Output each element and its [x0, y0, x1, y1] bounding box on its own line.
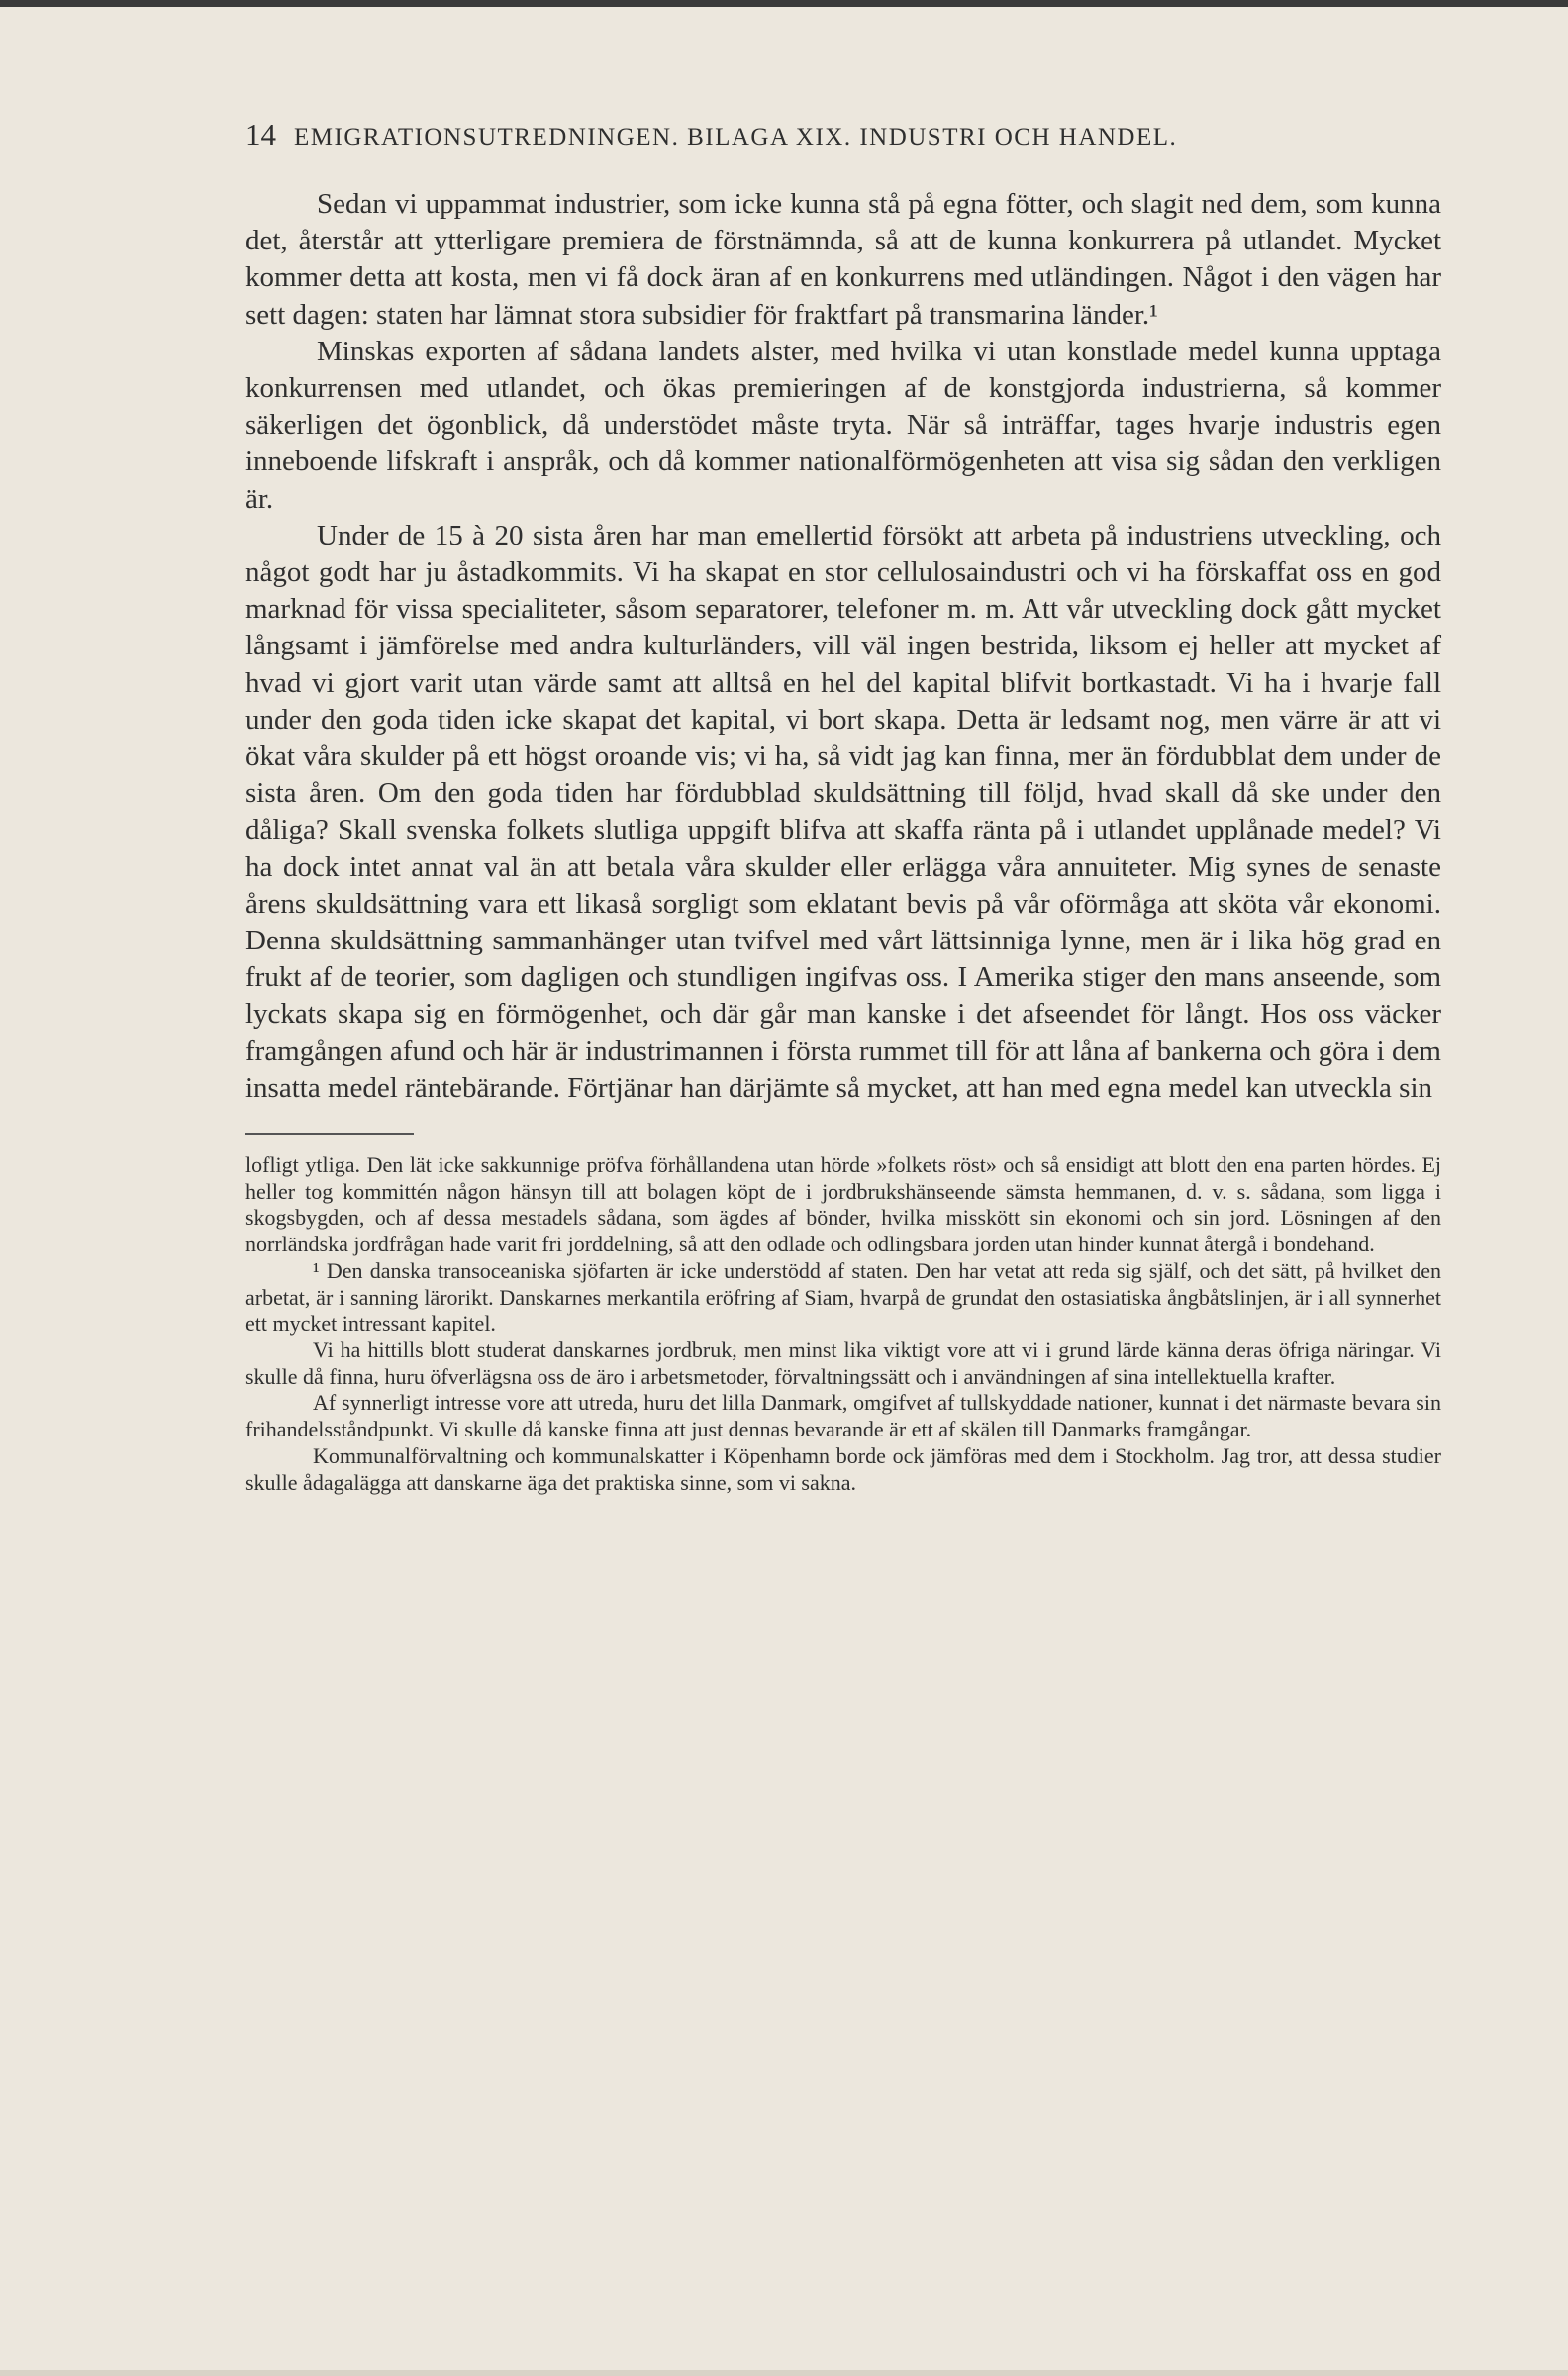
- body-paragraph: Sedan vi uppammat industrier, som icke kunna stå på egna fötter, och slagit ned dem, som kunna det, återstår att ytterligare premiera de förstnämnda, så att de kunna konkurrera på utlandet. Mycket kommer detta att kosta, men vi få dock äran af en konkurrens med utländingen. Något i den vägen har sett dagen: staten har lämnat stora subsidier för fraktfart på transmarina länder.¹: [245, 188, 1441, 331]
- bottom-edge: [0, 2370, 1568, 2376]
- footnote: Kommunalförvaltning och kommunalskatter i Köpenhamn borde ock jämföras med dem i Stockholm. Jag tror, att dessa studier skulle ådagalägga att danskarne äga det praktiska sinne, som vi sakna.: [245, 1442, 1441, 1495]
- footnote-separator: [245, 1133, 414, 1135]
- footnote-continuation: lofligt ytliga. Den lät icke sakkunnige pröfva förhållandena utan hörde »folkets röst» och så ensidigt att blott den ena parten hördes. Ej heller tog kommittén någon hänsyn till att bolagen köpt de i jordbrukshänseende sämsta hemmanen, d. v. s. sådana, som ligga i skogsbygden, och af dessa mestadels sådana, som ägdes af bönder, hvilka misskött sin ekonomi och sin jord. Lösningen af den norrländska jordfrågan hade varit fri jorddelning, så att den odlade och odlingsbara jorden utan hinder kunnat återgå i bondehand.: [245, 1152, 1441, 1257]
- top-edge-rule: [0, 0, 1568, 7]
- page: [245, 117, 1441, 1496]
- page-number: 14: [245, 117, 276, 151]
- footnote: Af synnerligt intresse vore att utreda, huru det lilla Danmark, omgifvet af tullskyddade nationer, kunnat i det närmaste bevara sin frihandelsståndpunkt. Vi skulle då kanske finna att just dennas bevarande är ett af skälen till Danmarks framgångar.: [245, 1390, 1441, 1442]
- footnote: Vi ha hittills blott studerat danskarnes jordbruk, men minst lika viktigt vore att vi i grund lärde känna deras öfriga näringar. Vi skulle då finna, huru öfverlägsna oss de äro i arbetsmetoder, förvaltningssätt och i användningen af sina intellektuella krafter.: [245, 1337, 1441, 1389]
- body-text: [245, 186, 1441, 1107]
- body-paragraph: Minskas exporten af sådana landets alster, med hvilka vi utan konstlade medel kunna upptaga konkurrensen med utlandet, och ökas premieringen af de konstgjorda industrierna, så kommer säkerligen det ögonblick, då understödet måste tryta. När så inträffar, tages hvarje industris egen inneboende lifskraft i anspråk, och då kommer nationalförmögenheten att visa sig sådan den verkligen är.: [245, 335, 1441, 515]
- footnotes: [245, 1152, 1441, 1496]
- running-header: [245, 117, 1441, 156]
- footnote: ¹ Den danska transoceaniska sjöfarten är icke understödd af staten. Den har vetat att reda sig själf, och det sätt, på hvilket den arbetat, är i sanning lärorikt. Danskarnes merkantila eröfring af Siam, hvarpå de grundat den ostasiatiska ångbåtslinjen, är i all synnerhet ett mycket intressant kapitel.: [245, 1257, 1441, 1336]
- body-paragraph: Under de 15 à 20 sista åren har man emellertid försökt att arbeta på industriens utveckling, och något godt har ju åstadkommits. Vi ha skapat en stor cellulosaindustri och vi ha förskaffat oss en god marknad för vissa specialiteter, såsom separatorer, telefoner m. m. Att vår utveckling dock gått mycket långsamt i jämförelse med andra kulturländers, vill väl ingen bestrida, liksom ej heller att mycket af hvad vi gjort varit utan värde samt att alltså en hel del kapital blifvit bortkastadt. Vi ha i hvarje fall under den goda tiden icke skapat det kapital, vi bort skapa. Detta är ledsamt nog, men värre är att vi ökat våra skulder på ett högst oroande vis; vi ha, så vidt jag kan finna, mer än fördubblat dem under de sista åren. Om den goda tiden har fördubblad skuldsättning till följd, hvad skall då ske under den dåliga? Skall svenska folkets slutliga uppgift blifva att skaffa ränta på i utlandet upplånade medel? Vi ha dock intet annat val än att betala våra skulder eller erlägga våra annuiteter. Mig synes de senaste årens skuldsättning vara ett likaså sorgligt som eklatant bevis på vår oförmåga att sköta vår ekonomi. Denna skuldsättning sammanhänger utan tvifvel med vårt lättsinniga lynne, men är i lika hög grad en frukt af de teorier, som dagligen och stundligen ingifvas oss. I Amerika stiger den mans anseende, som lyckats skapa sig en förmögenhet, och där går man kanske i det afseendet för långt. Hos oss väcker framgången afund och här är industrimannen i första rummet till för att låna af bankerna och göra i dem insatta medel räntebärande. Förtjänar han därjämte så mycket, att han med egna medel kan utveckla sin: [245, 519, 1441, 1104]
- running-title: EMIGRATIONSUTREDNINGEN. BILAGA XIX. INDUSTRI OCH HANDEL.: [294, 124, 1178, 150]
